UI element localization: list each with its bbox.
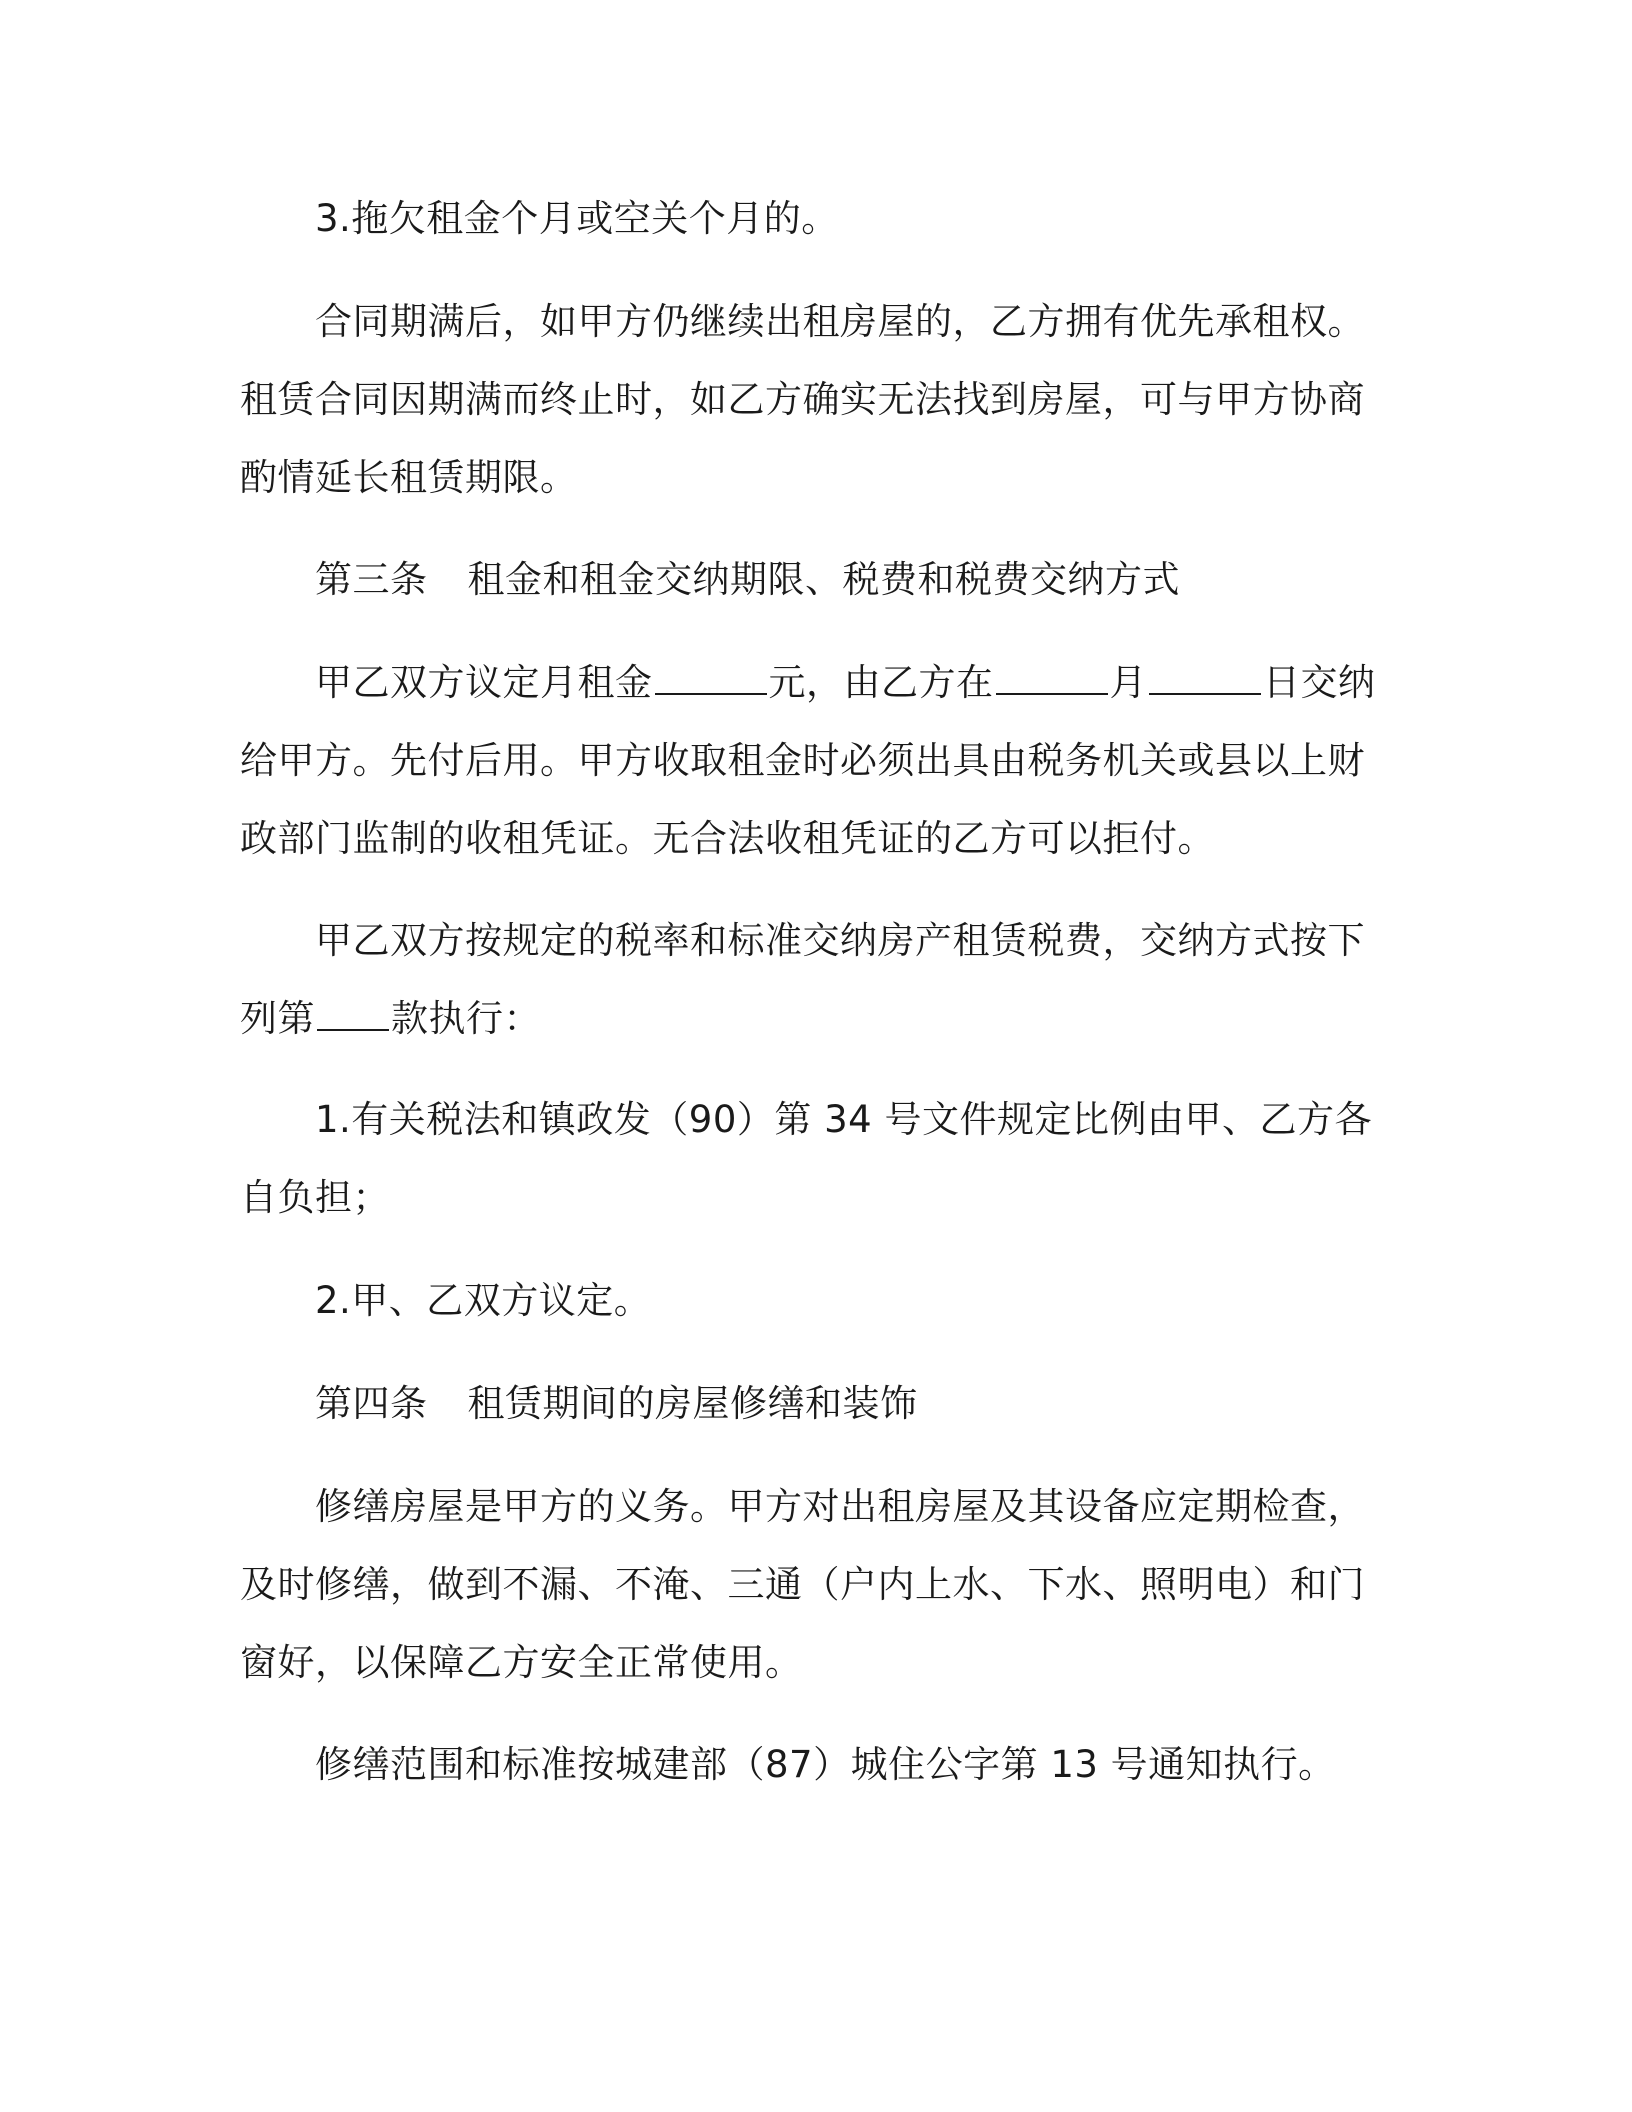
rent-amount-blank	[655, 663, 767, 695]
article-3-heading	[240, 541, 1380, 619]
article-4-heading	[240, 1365, 1380, 1443]
tax-text-2: 款执行：	[391, 997, 541, 1040]
article-3-title: 租金和租金交纳期限、税费和税费交纳方式	[467, 558, 1180, 601]
rent-day-blank	[1149, 663, 1261, 695]
item-3-paragraph: 3.拖欠租金个月或空关个月的。	[315, 197, 839, 240]
article-3-number: 第三条	[315, 558, 428, 601]
repair-scope-paragraph: 修缮范围和标准按城建部（87）城住公字第 13 号通知执行。	[315, 1743, 1336, 1786]
repair-paragraph: 修缮房屋是甲方的义务。甲方对出租房屋及其设备应定期检查，及时修缮，做到不漏、不淹、三通（户内上水、下水、照明电）和门窗好，以保障乙方安全正常使用。	[240, 1485, 1365, 1684]
rent-month-blank	[996, 663, 1108, 695]
tax-item-1-paragraph: 1.有关税法和镇政发（90）第 34 号文件规定比例由甲、乙方各自负担；	[240, 1098, 1372, 1219]
rent-text-3: 月	[1109, 661, 1147, 704]
tax-clause-blank	[317, 999, 389, 1031]
rent-text-2: 元，由乙方在	[768, 661, 994, 704]
rent-text-4: 日交纳给甲方。先付后用。甲方收取租金时必须出具由税务机关或县以上财政部门监制的收租凭证。无合法收租凭证的乙方可以拒付。	[240, 661, 1376, 860]
tax-text-1: 甲乙双方按规定的税率和标准交纳房产租赁税费，交纳方式按下列第	[240, 919, 1365, 1040]
renewal-paragraph: 合同期满后，如甲方仍继续出租房屋的，乙方拥有优先承租权。租赁合同因期满而终止时，如乙方确实无法找到房屋，可与甲方协商酌情延长租赁期限。	[240, 300, 1365, 499]
article-4-title: 租赁期间的房屋修缮和装饰	[467, 1382, 918, 1425]
tax-paragraph	[240, 902, 1380, 1058]
article-4-number: 第四条	[315, 1382, 428, 1425]
rent-text-1: 甲乙双方议定月租金	[315, 661, 653, 704]
tax-item-2-paragraph: 2.甲、乙双方议定。	[315, 1279, 652, 1322]
rent-paragraph	[240, 644, 1380, 878]
